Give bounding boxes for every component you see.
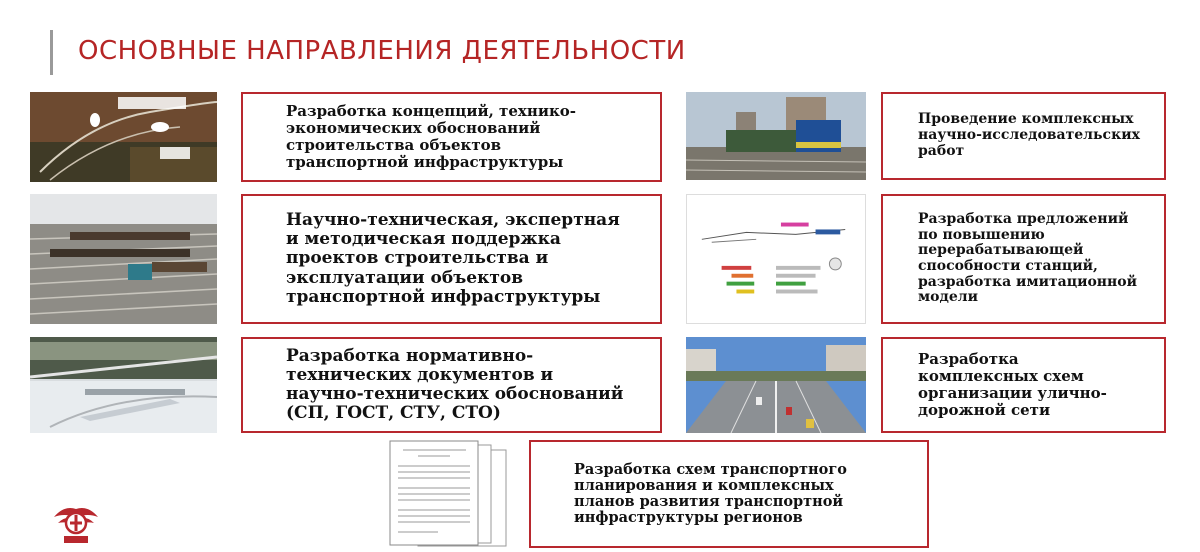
station-chart-image <box>686 194 866 324</box>
organization-logo <box>50 495 102 545</box>
card-normative <box>241 337 662 433</box>
locomotive-image <box>686 92 866 180</box>
aerial-map-image <box>30 92 217 182</box>
card-research <box>881 92 1166 180</box>
3d-rail-model-image <box>30 337 217 433</box>
railway-yard-image <box>30 194 217 324</box>
card-research-text: Проведение комплексных научно-исследовательских работ <box>918 111 1140 159</box>
card-station-capacity <box>881 194 1166 324</box>
title-accent-bar <box>50 30 53 75</box>
card-support <box>241 194 662 324</box>
card-station-capacity-text: Разработка предложений по повышению перерабатывающей способности станций, разработка имитационной модели <box>918 210 1138 306</box>
card-normative-text: Разработка нормативно-технических документов и научно-технических обоснований (СП, ГОСТ, СТУ, СТО) <box>286 345 624 424</box>
card-support-text: Научно-техническая, экспертная и методическая поддержка проектов строительства и эксплуатации объектов транспортной инфраструктуры <box>286 210 620 307</box>
card-road-network <box>881 337 1166 433</box>
highway-image <box>686 337 866 433</box>
card-concept-text: Разработка концепций, технико-экономических обоснований строительства объектов транспортной инфраструктуры <box>286 102 577 171</box>
card-concept <box>241 92 662 182</box>
card-transport-planning <box>529 440 929 548</box>
documents-image <box>388 440 510 548</box>
card-road-network-text: Разработка комплексных схем организации улично-дорожной сети <box>918 350 1107 419</box>
slide-title: ОСНОВНЫЕ НАПРАВЛЕНИЯ ДЕЯТЕЛЬНОСТИ <box>78 36 686 66</box>
card-transport-planning-text: Разработка схем транспортного планирования и комплексных планов развития транспортной инфраструктуры регионов <box>574 460 847 527</box>
